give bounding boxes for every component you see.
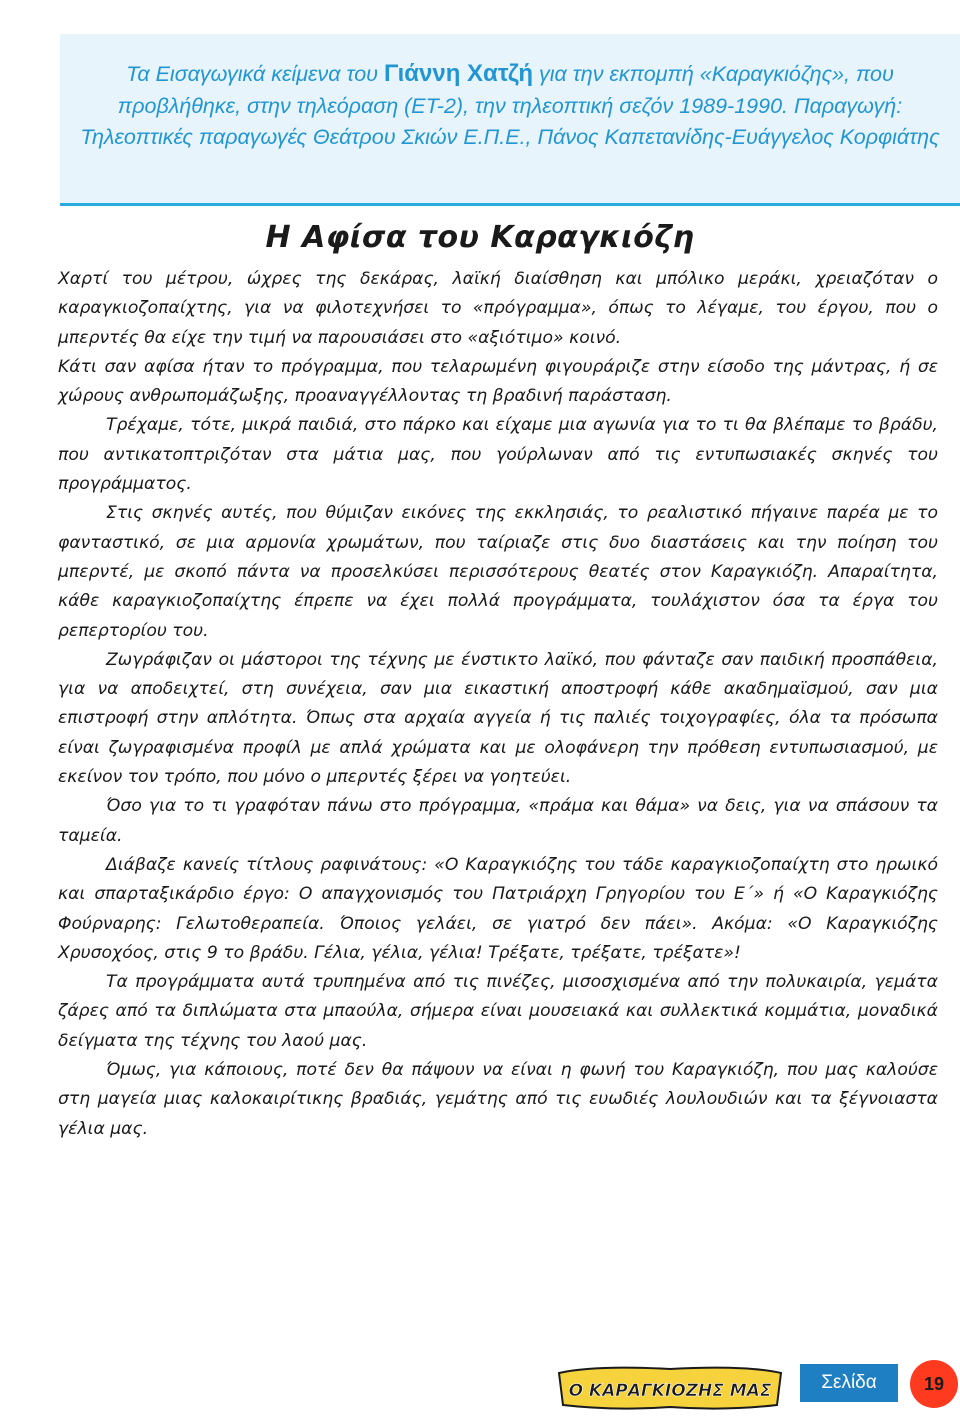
article-title: Η Αφίσα του Καραγκιόζη bbox=[265, 220, 695, 255]
intro-rest: για την εκπομπή «Καραγκιόζης», που προβλήθηκε, στην τηλεόραση (ΕΤ-2), την τηλεοπτική σεζόν 1989-1990. Παραγωγή: Τηλεοπτικές παραγωγές Θεάτρου Σκιών Ε.Π.Ε., Πάνος Καπετανίδης-Ευάγγελος Κορφιάτης bbox=[80, 62, 940, 149]
paragraph-6: Όσο για το τι γραφόταν πάνω στο πρόγραμμα, «πράμα και θάμα» να δεις, για να σπάσουν τα ταμεία. bbox=[58, 796, 938, 846]
paragraph-4: Στις σκηνές αυτές, που θύμιζαν εικόνες της εκκλησιάς, το ρεαλιστικό πήγαινε παρέα με το φανταστικό, σε μια αρμονία χρωμάτων, που ταίριαζε στις δυο διαστάσεις και την ποίηση του μπερντέ, με σκοπό πάντα να προσελκύσει περισσότερους θεατές στον Καραγκιόζη. Απαραίτητα, κάθε καραγκιοζοπαίχτης έπρεπε να έχει πολλά προγράμματα, τουλάχιστον όσα τα έργα του ρεπερτορίου του. bbox=[58, 503, 938, 641]
paragraph-2: Κάτι σαν αφίσα ήταν το πρόγραμμα, που τελαρωμένη φιγουράριζε στην είσοδο της μάντρας, ή σε χώρους ανθρωπομάζωξης, προαναγγέλλοντας τη βραδινή παράσταση. bbox=[58, 356, 938, 407]
page-label: Σελίδα bbox=[800, 1364, 898, 1402]
paragraph-7: Διάβαζε κανείς τίτλους ραφινάτους: «Ο Καραγκιόζης του τάδε καραγκιοζοπαίχτη στο ηρωικό και σπαρταξικάρδιο έργο: Ο απαγχονισμός του Πατριάρχη Γρηγορίου του Ε΄» ή «Ο Καραγκιόζης Φούρναρης: Γελωτοθεραπεία. Όποιος γελάει, σε γιατρό δεν πάει». Ακόμα: «Ο Καραγκιόζης Χρυσοχόος, στις 9 το βράδυ. Γέλια, γέλια, γέλια! Τρέξατε, τρέξατε, τρέξατε»! bbox=[58, 854, 938, 963]
paragraph-1: Χαρτί του μέτρου, ώχρες της δεκάρας, λαϊκή διαίσθηση και μπόλικο μεράκι, χρειαζόταν ο καραγκιοζοπαίχτης, για να φιλοτεχνήσει το «πρόγραμμα», όπως το λέγαμε, του έργου, που ο μπερντές θα είχε την τιμή να παρουσιάσει στο «αξιότιμο» κοινό. bbox=[58, 269, 938, 348]
intro-credits bbox=[80, 58, 940, 154]
paragraph-3: Τρέχαμε, τότε, μικρά παιδιά, στο πάρκο και είχαμε μια αγωνία για το τι θα βλέπαμε το βράδυ, που αντικατοπτριζόταν στα μάτια μας, που γούρλωναν από τις εντυπωσιακές σκηνές του προγράμματος. bbox=[58, 415, 938, 495]
paragraph-9: Όμως, για κάποιους, ποτέ δεν θα πάψουν να είναι η φωνή του Καραγκιόζη, που μας καλούσε στη μαγεία μιας καλοκαιρίτικης βραδιάς, γεμάτης από τις ευωδιές λουλουδιών και τα ξέγνοιαστα γέλια μας. bbox=[58, 1060, 938, 1139]
paragraph-8: Τα προγράμματα αυτά τρυπημένα από τις πινέζες, μισοσχισμένα από την πολυκαιρία, γεμάτα ζάρες από τα διπλώματα στα μπαούλα, σήμερα είναι μουσειακά και συλλεκτικά κομμάτια, μοναδικά δείγματα της τέχνης του λαού μας. bbox=[58, 972, 938, 1051]
page-number: 19 bbox=[910, 1360, 958, 1408]
article-body bbox=[58, 265, 938, 1144]
author-name: Γιάννη Χατζή bbox=[383, 60, 533, 87]
intro-prefix: Τα Εισαγωγικά κείμενα του bbox=[126, 62, 384, 86]
logo-text: Ο ΚΑΡΑΓΚΙΟΖΗΣ ΜΑΣ bbox=[568, 1381, 772, 1401]
paragraph-5: Ζωγράφιζαν οι μάστοροι της τέχνης με ένστικτο λαϊκό, που φάνταζε σαν παιδική προσπάθεια, για να αποδειχτεί, στη συνέχεια, σαν μια εικαστική αποστροφή κάθε ακαδημαϊσμού, σαν μια επιστροφή στην απλότητα. Όπως στα αρχαία αγγεία ή τις παλιές τοιχογραφίες, όλα τα πρόσωπα είναι ζωγραφισμένα προφίλ με απλά χρώματα και με ολοφάνερη την πρόθεση εντυπωσιασμού, με εκείνον τον τρόπο, που μόνο ο μπερντές ξέρει να γοητεύει. bbox=[58, 649, 938, 788]
karagkiozis-logo bbox=[555, 1365, 785, 1411]
